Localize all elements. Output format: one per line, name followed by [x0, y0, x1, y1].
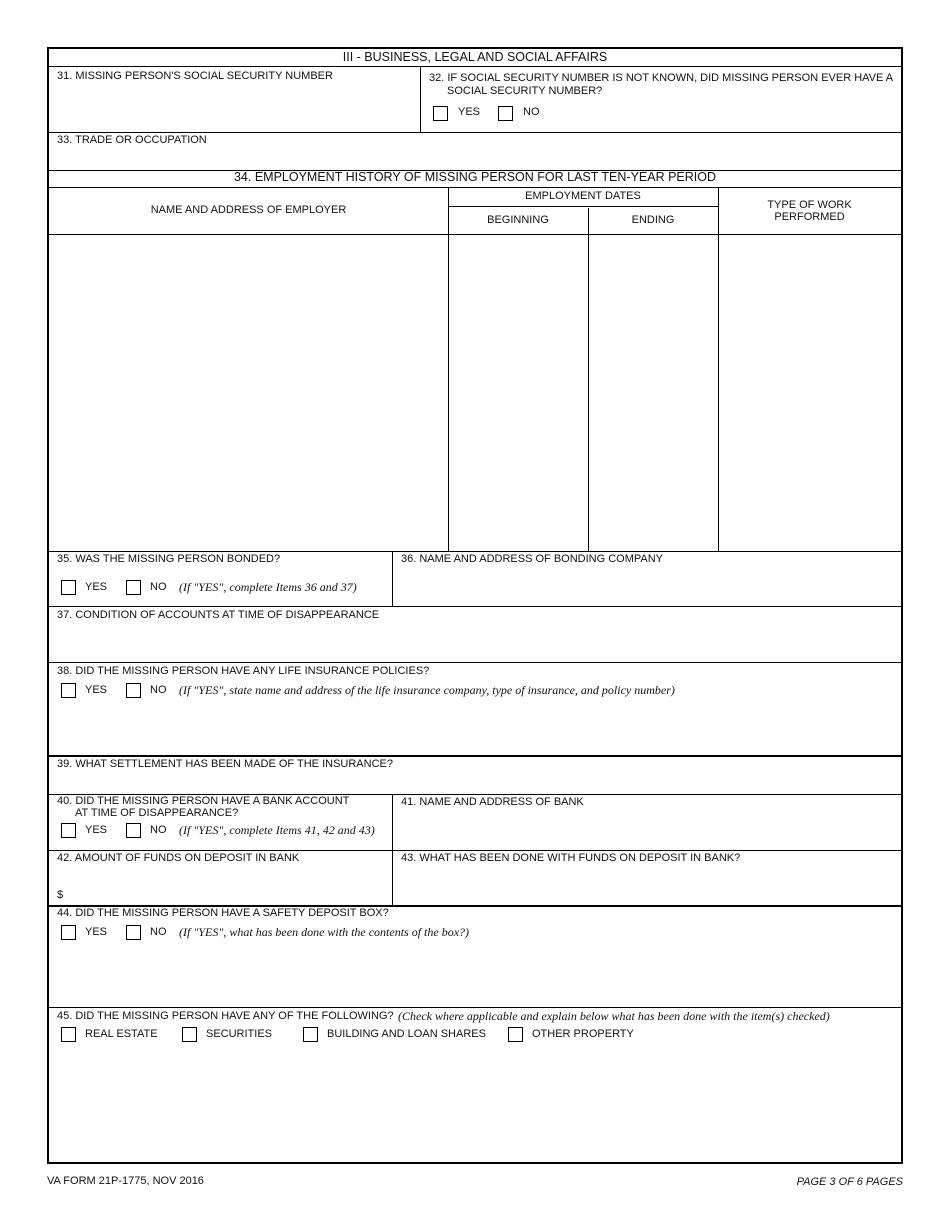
q34-col-beginning: BEGINNING [487, 214, 549, 226]
q34-title: 34. EMPLOYMENT HISTORY OF MISSING PERSON FOR LAST TEN-YEAR PERIOD [233, 170, 717, 184]
q45-real-estate-checkbox[interactable] [61, 1027, 76, 1042]
q42-label: 42. AMOUNT OF FUNDS ON DEPOSIT IN BANK [57, 852, 300, 864]
q44-note: (If "YES", what has been done with the contents of the box?) [179, 925, 470, 939]
q38-no-checkbox[interactable] [126, 683, 141, 698]
form-page [47, 47, 903, 1164]
q34-ending-field[interactable] [590, 236, 716, 549]
q44-yes-label: YES [85, 926, 108, 938]
q38-label: 38. DID THE MISSING PERSON HAVE ANY LIFE INSURANCE POLICIES? [57, 665, 430, 677]
q40-yes-checkbox[interactable] [61, 823, 76, 838]
q44-no-checkbox[interactable] [126, 925, 141, 940]
q34-col-dates: EMPLOYMENT DATES [525, 190, 641, 202]
q33-occupation-field[interactable] [51, 148, 899, 168]
section-title: III - BUSINESS, LEGAL AND SOCIAL AFFAIRS [342, 50, 608, 64]
q45-securities-checkbox[interactable] [182, 1027, 197, 1042]
q38-yes-label: YES [85, 684, 108, 696]
q34-col-type-line2: PERFORMED [774, 211, 845, 223]
q45-explanation-field[interactable] [51, 1047, 899, 1159]
q44-deposit-box-field[interactable] [51, 943, 899, 1005]
q32-label-line1: 32. IF SOCIAL SECURITY NUMBER IS NOT KNOWN, DID MISSING PERSON EVER HAVE A [429, 72, 894, 84]
q38-note: (If "YES", state name and address of the life insurance company, type of insurance, and policy number) [179, 683, 675, 697]
q35-note: (If "YES", complete Items 36 and 37) [179, 580, 357, 594]
q44-no-label: NO [150, 926, 167, 938]
q45-building-loan-checkbox[interactable] [303, 1027, 318, 1042]
q36-bonding-company-field[interactable] [395, 567, 899, 604]
q40-note: (If "YES", complete Items 41, 42 and 43) [179, 823, 375, 837]
q32-label-line2: SOCIAL SECURITY NUMBER? [447, 85, 603, 97]
q32-yes-label: YES [458, 106, 481, 118]
q42-currency: $ [57, 889, 64, 901]
q42-amount-field[interactable] [67, 867, 389, 903]
q45-building-loan-label: BUILDING AND LOAN SHARES [327, 1028, 486, 1040]
q35-yes-checkbox[interactable] [61, 580, 76, 595]
q32-no-checkbox[interactable] [498, 106, 513, 121]
q34-beginning-field[interactable] [450, 236, 586, 549]
q31-ssn-field[interactable] [51, 85, 416, 130]
q40-no-label: NO [150, 824, 167, 836]
footer-page-number: PAGE 3 OF 6 PAGES [796, 1176, 903, 1188]
q37-label: 37. CONDITION OF ACCOUNTS AT TIME OF DISAPPEARANCE [57, 609, 380, 621]
q43-funds-field[interactable] [395, 867, 899, 903]
q35-yes-label: YES [85, 581, 108, 593]
q44-label: 44. DID THE MISSING PERSON HAVE A SAFETY DEPOSIT BOX? [57, 907, 389, 919]
q34-type-field[interactable] [720, 236, 899, 549]
q45-note: (Check where applicable and explain below what has been done with the item(s) checked) [398, 1009, 830, 1023]
q37-accounts-field[interactable] [51, 623, 899, 660]
q33-label: 33. TRADE OR OCCUPATION [57, 134, 207, 146]
footer-form-id: VA FORM 21P-1775, NOV 2016 [47, 1175, 204, 1187]
q35-no-checkbox[interactable] [126, 580, 141, 595]
q40-no-checkbox[interactable] [126, 823, 141, 838]
q36-label: 36. NAME AND ADDRESS OF BONDING COMPANY [401, 553, 664, 565]
q31-label: 31. MISSING PERSON'S SOCIAL SECURITY NUMBER [57, 70, 333, 82]
q35-no-label: NO [150, 581, 167, 593]
q38-no-label: NO [150, 684, 167, 696]
q38-yes-checkbox[interactable] [61, 683, 76, 698]
q32-no-label: NO [523, 106, 540, 118]
q41-label: 41. NAME AND ADDRESS OF BANK [401, 796, 584, 808]
q45-other-property-checkbox[interactable] [508, 1027, 523, 1042]
q34-col-employer: NAME AND ADDRESS OF EMPLOYER [150, 204, 347, 216]
q32-yes-checkbox[interactable] [433, 106, 448, 121]
q34-col-ending: ENDING [631, 214, 675, 226]
q40-label-line2: AT TIME OF DISAPPEARANCE? [75, 807, 239, 819]
q45-real-estate-label: REAL ESTATE [85, 1028, 158, 1040]
q40-label-line1: 40. DID THE MISSING PERSON HAVE A BANK ACCOUNT [57, 795, 350, 807]
q45-label: 45. DID THE MISSING PERSON HAVE ANY OF THE FOLLOWING? [57, 1010, 394, 1022]
q39-settlement-field[interactable] [51, 772, 899, 792]
q39-label: 39. WHAT SETTLEMENT HAS BEEN MADE OF THE INSURANCE? [57, 758, 393, 770]
q44-yes-checkbox[interactable] [61, 925, 76, 940]
q45-other-property-label: OTHER PROPERTY [532, 1028, 634, 1040]
q34-col-type-line1: TYPE OF WORK [767, 199, 852, 211]
q40-yes-label: YES [85, 824, 108, 836]
q43-label: 43. WHAT HAS BEEN DONE WITH FUNDS ON DEPOSIT IN BANK? [401, 852, 741, 864]
q35-label: 35. WAS THE MISSING PERSON BONDED? [57, 553, 281, 565]
q45-securities-label: SECURITIES [206, 1028, 273, 1040]
q38-insurance-field[interactable] [51, 701, 899, 753]
q34-employer-field[interactable] [51, 236, 446, 549]
q41-bank-field[interactable] [395, 810, 899, 848]
